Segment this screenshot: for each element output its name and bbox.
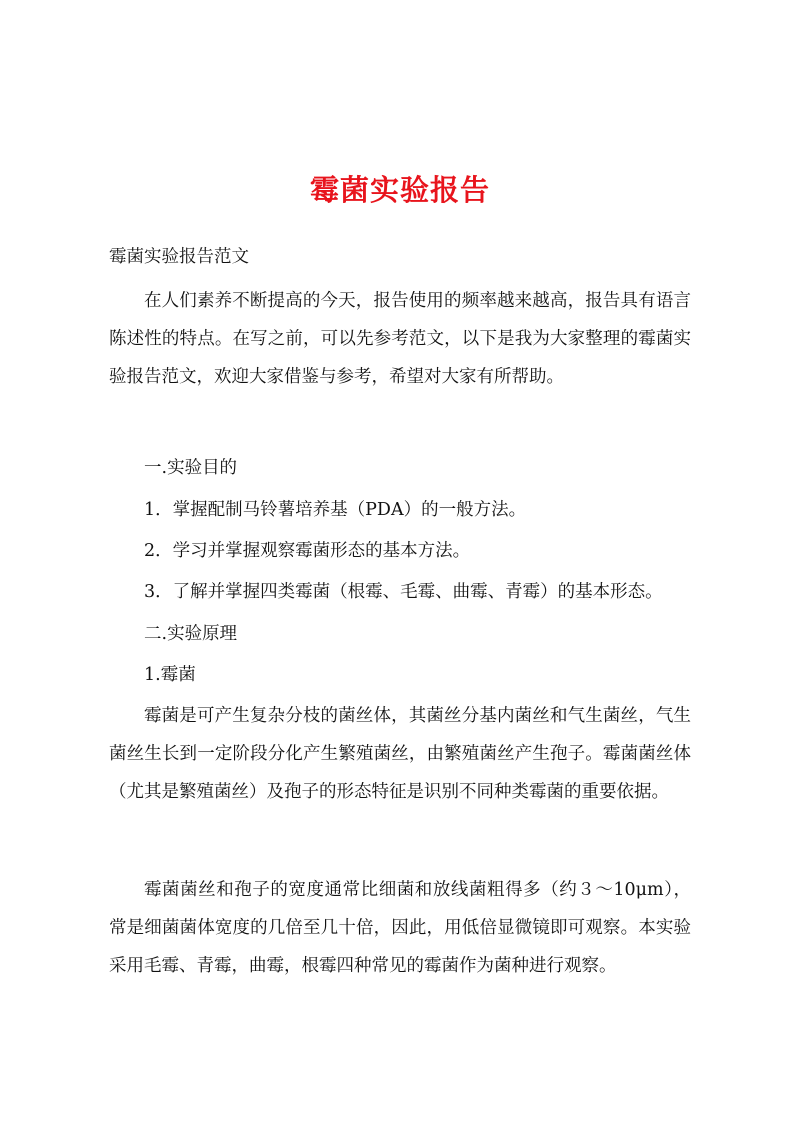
document-title: 霉菌实验报告 (309, 173, 490, 207)
principle-paragraph-2: 霉菌菌丝和孢子的宽度通常比细菌和放线菌粗得多（约３～10μm），常是细菌菌体宽度的几倍至几十倍，因此，用低倍显微镜即可观察。本实验采用毛霉、青霉，曲霉，根霉四种常见的霉菌作为菌种进行观察。 (109, 880, 691, 976)
objective-item-3: 3．了解并掌握四类霉菌（根霉、毛霉、曲霉、青霉）的基本形态。 (144, 582, 663, 602)
objective-item-1: 1．掌握配制马铃薯培养基（PDA）的一般方法。 (144, 500, 527, 520)
objective-item-2: 2．学习并掌握观察霉菌形态的基本方法。 (144, 541, 471, 561)
document-subtitle: 霉菌实验报告范文 (109, 247, 249, 267)
principle-paragraph-1: 霉菌是可产生复杂分枝的菌丝体，其菌丝分基内菌丝和气生菌丝，气生菌丝生长到一定阶段分化产生繁殖菌丝，由繁殖菌丝产生孢子。霉菌菌丝体（尤其是繁殖菌丝）及孢子的形态特征是识别不同种类霉菌的重要依据。 (109, 706, 691, 802)
subsection-heading-mold: 1.霉菌 (144, 665, 196, 685)
section-heading-objectives: 一.实验目的 (144, 458, 238, 478)
section-heading-principle: 二.实验原理 (144, 624, 238, 644)
intro-paragraph: 在人们素养不断提高的今天，报告使用的频率越来越高，报告具有语言陈述性的特点。在写之前，可以先参考范文，以下是我为大家整理的霉菌实验报告范文，欢迎大家借鉴与参考，希望对大家有所帮助。 (109, 291, 691, 387)
